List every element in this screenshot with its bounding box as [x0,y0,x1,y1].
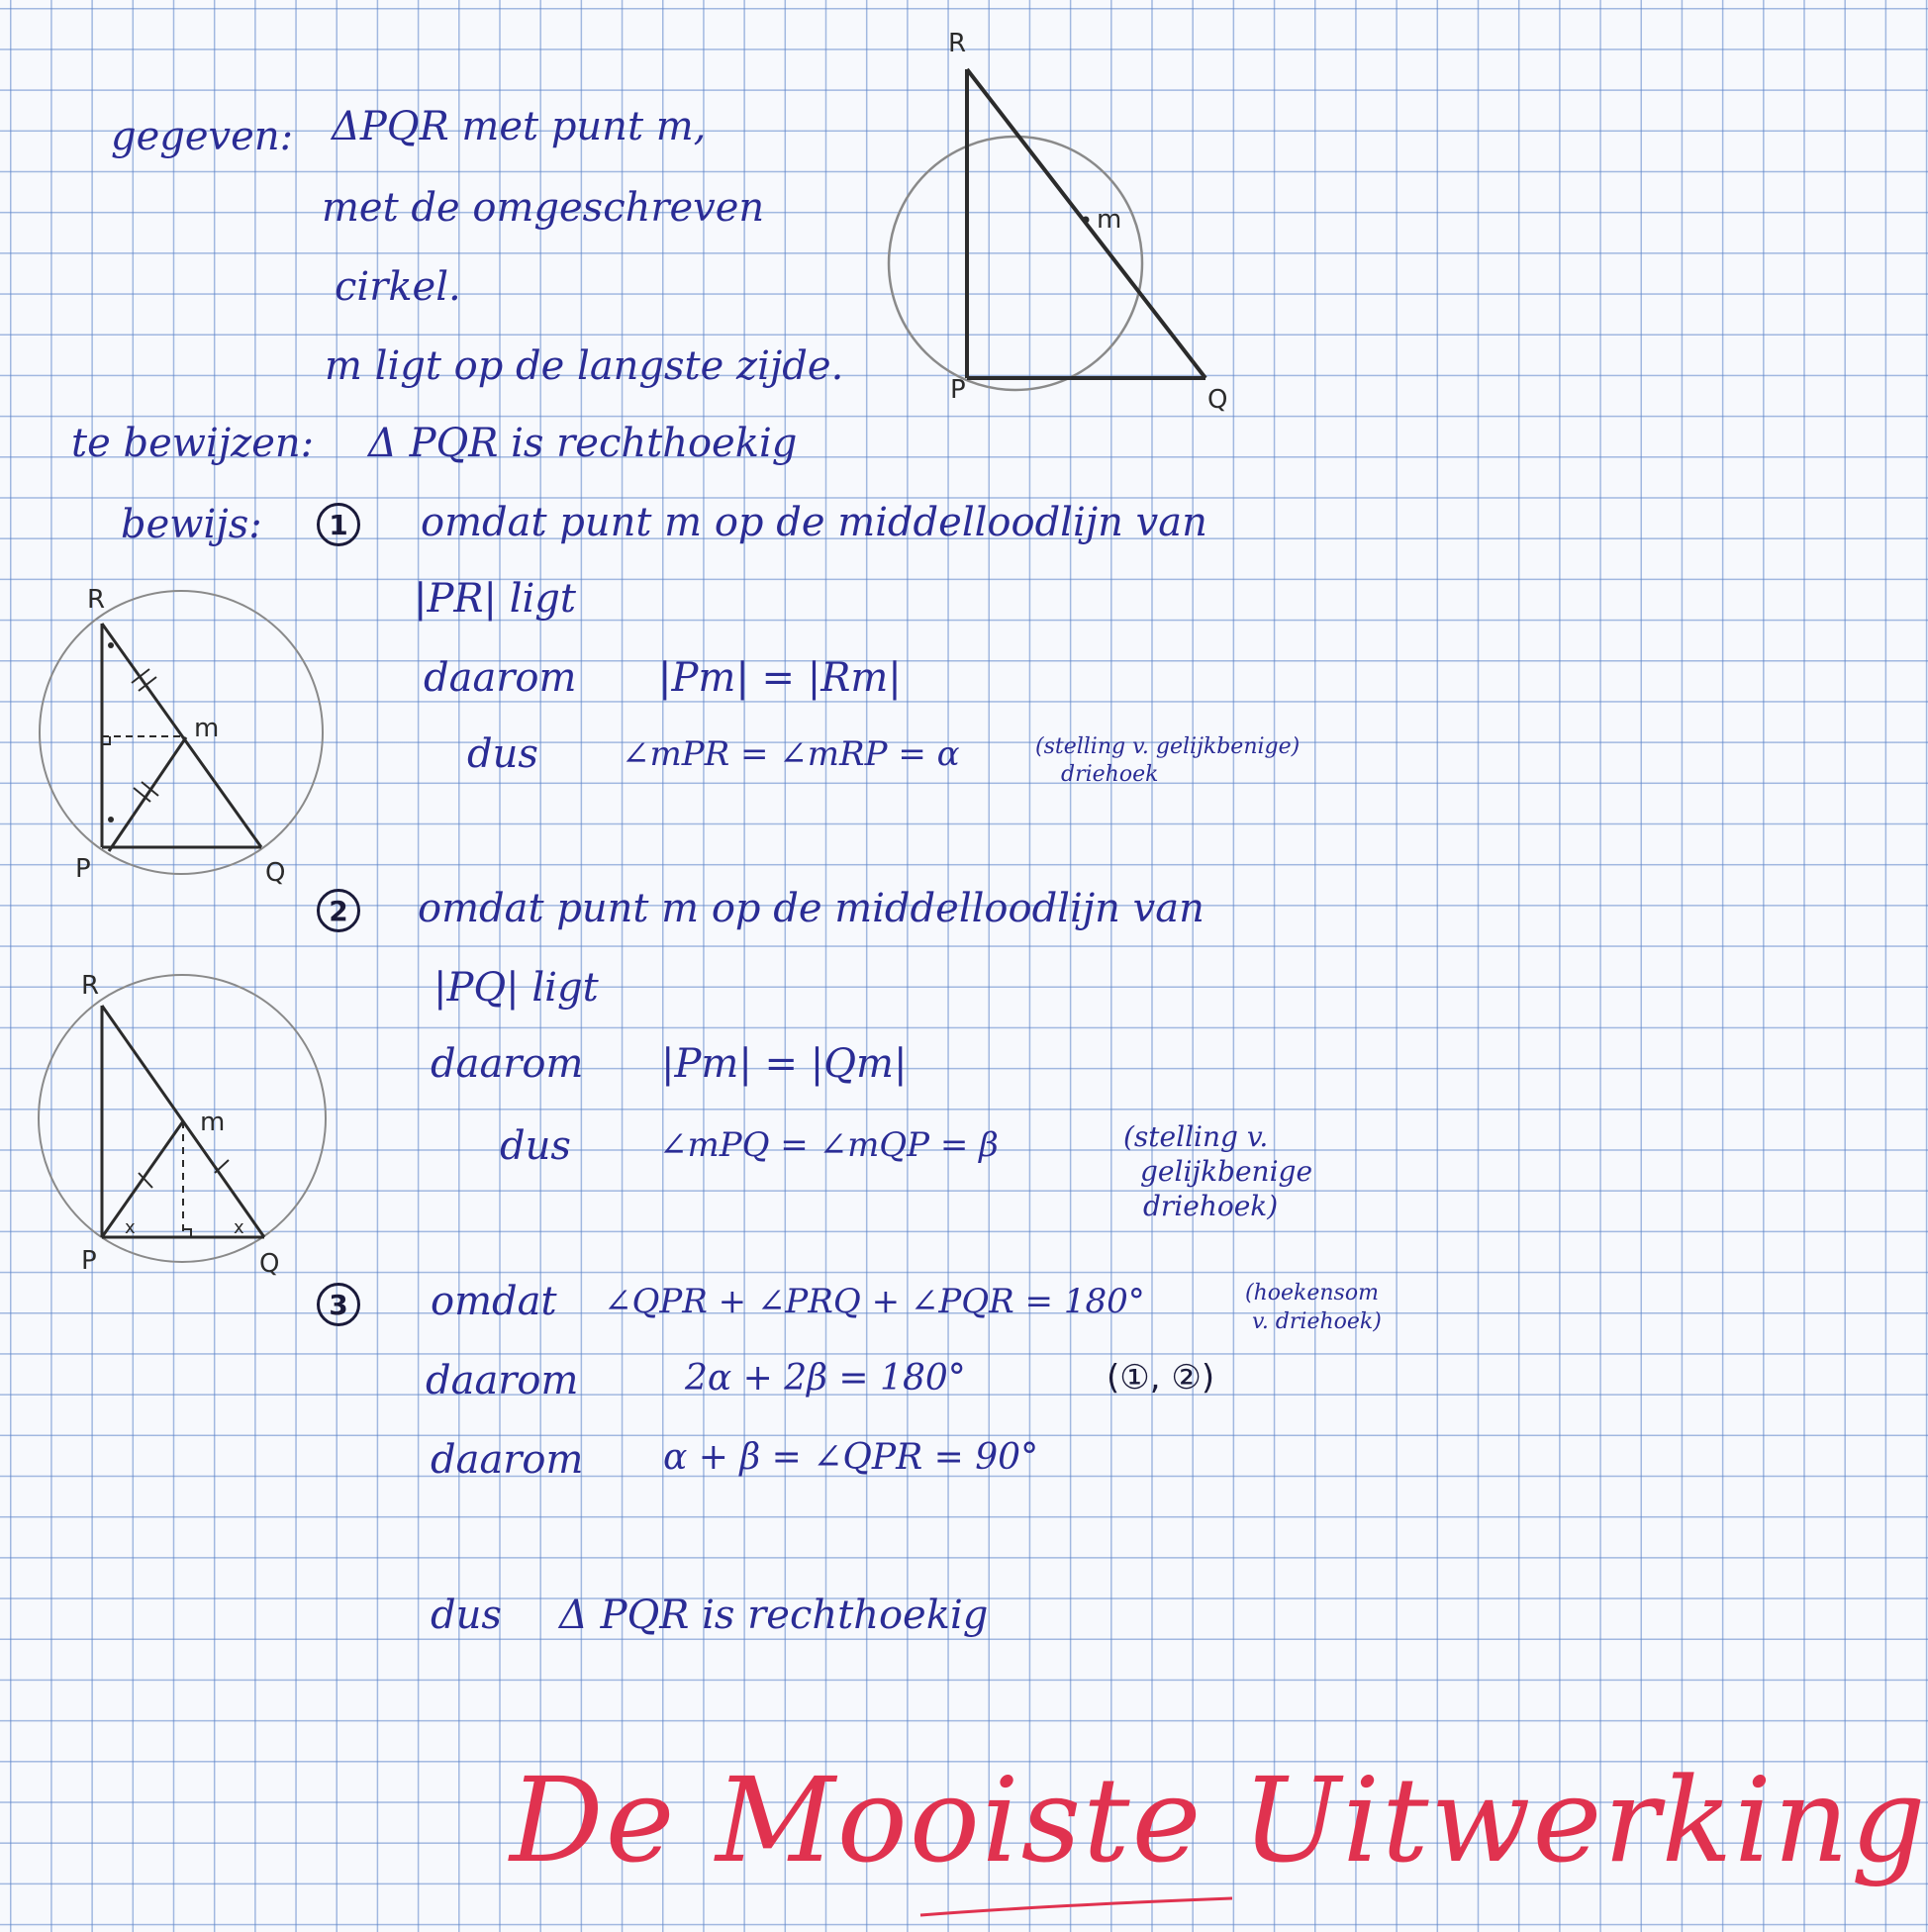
step-3-therefore-2: daarom [431,1437,584,1483]
step-1-line-2: |PR| ligt [414,576,576,622]
figure-step-1-label-r: R [87,585,106,615]
step-1-note-1: (stelling v. gelijkbenige) [1035,734,1301,759]
step-3-equation-1: 2α + 2β = 180° [685,1358,966,1399]
figure-step-2-label-p: P [81,1246,97,1276]
figure-step-1-label-p: P [75,854,91,884]
step-1-conclusion: ∠mPR = ∠mRP = α [622,734,960,774]
step-3-line-1: omdat [431,1279,557,1324]
step-2-note-1: (stelling v. [1123,1120,1269,1153]
figure-step-2-label-x-left: x [125,1217,136,1238]
proof-label: bewijs: [121,502,262,547]
step-3-reference: (①, ②) [1107,1358,1215,1398]
figure-step-2-label-r: R [81,971,100,1001]
step-3-equation-2: α + β = ∠QPR = 90° [663,1437,1039,1478]
given-line-4: m ligt op de langste zijde. [325,343,844,389]
figure-main-label-r: R [948,29,967,58]
step-2-note-3: driehoek) [1143,1190,1279,1222]
final-thus: dus [431,1593,502,1638]
step-1-equality: |Pm| = |Rm| [658,655,902,701]
step-2-note-2: gelijkbenige [1140,1155,1313,1188]
to-prove-text: Δ PQR is rechthoekig [368,421,798,466]
given-line-3: cirkel. [335,264,461,310]
step-2-thus: dus [500,1123,571,1169]
figure-step-1-label-m: m [194,714,220,743]
figure-main-label-p: P [950,375,966,405]
figure-step-2-label-x-right: x [234,1217,244,1238]
given-label: gegeven: [111,114,294,159]
figure-step-1-label-q: Q [265,858,286,888]
step-3-number: 3 [317,1283,360,1326]
step-3-therefore: daarom [426,1358,579,1403]
figure-main-label-q: Q [1207,385,1228,415]
step-1-number: 1 [317,503,360,546]
step-1-thus: dus [467,731,538,777]
figure-step-2-label-q: Q [259,1249,280,1279]
given-line-1: ΔPQR met punt m, [332,104,707,149]
figure-step-2-label-m: m [200,1108,226,1137]
step-3-line-2: ∠QPR + ∠PRQ + ∠PQR = 180° [604,1282,1145,1321]
step-2-number: 2 [317,889,360,932]
step-2-line-1: omdat punt m op de middelloodlijn van [418,886,1205,931]
step-2-equality: |Pm| = |Qm| [661,1041,908,1087]
step-1-line-1: omdat punt m op de middelloodlijn van [421,500,1207,545]
step-2-therefore: daarom [431,1041,584,1087]
step-1-therefore: daarom [424,655,577,701]
step-3-note-2: v. driehoek) [1252,1309,1382,1334]
step-3-note-1: (hoekensom [1245,1281,1379,1305]
figure-main-label-m: m [1097,205,1122,235]
signature: De Mooiste Uitwerking [510,1752,1928,1888]
step-1-note-2: driehoek [1061,762,1159,787]
step-2-line-2: |PQ| ligt [434,965,599,1011]
to-prove-label: te bewijzen: [71,421,315,466]
final-statement: Δ PQR is rechthoekig [559,1593,989,1638]
step-2-conclusion: ∠mPQ = ∠mQP = β [659,1125,999,1165]
given-line-2: met de omgeschreven [322,185,765,231]
